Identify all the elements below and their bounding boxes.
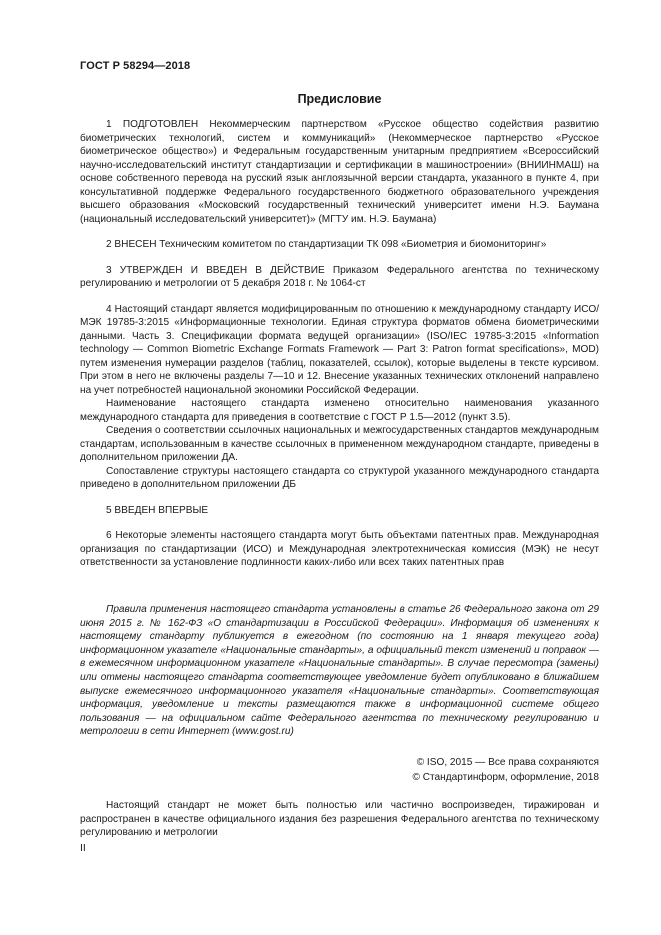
application-rules-notice <box>80 603 599 739</box>
reproduction-notice <box>80 799 599 840</box>
paragraph-references: Сведения о соответствии ссылочных национальных и межгосударственных стандартов международным стандартам, использованным в качестве ссылочных в примененном международном стандарте, приведены в дополнительном приложении ДА. <box>80 425 599 463</box>
foreword-body <box>80 118 599 570</box>
paragraph-name-change: Наименование настоящего стандарта изменено относительно наименования указанного международного стандарта для приведения в соответствие с ГОСТ Р 1.5—2012 (пункт 3.5). <box>80 398 599 423</box>
paragraph-first-introduced: 5 ВВЕДЕН ВПЕРВЫЕ <box>106 504 209 516</box>
paragraph-modified: 4 Настоящий стандарт является модифицированным по отношению к международному стандарту ИСО/МЭК 19785-3:2015 «Информационные технологии. Единая структура форматов обмена биометрическими данными. Часть 3. Спецификации формата ведущей организации» (ISO/IEC 19785-3:2015 «Information technology — Common Biometric Exchange Formats Framework — Part 3: Patron format specifications», MOD) путем изменения нумерации разделов (таблиц, показателей, ссылок), которые выделены в тексте курсивом. При этом в него не включены разделы 7—10 и 12. Внесение указанных технических отклонений направлено на учет потребностей национальной экономики Российской Федерации. <box>80 303 599 396</box>
paragraph-patents: 6 Некоторые элементы настоящего стандарта могут быть объектами патентных прав. Международная организация по стандартизации (ИСО) и Международная электротехническая комиссия (МЭК) не несут ответственности за установление подлинности каких-либо или всех таких патентных прав <box>80 530 599 568</box>
notice-text: Правила применения настоящего стандарта установлены в статье 26 Федерального закона от 29 июня 2015 г. № 162-ФЗ «О стандартизации в Российской Федерации». Информация об изменениях к настоящему стандарту публикуется в ежегодном (по состоянию на 1 января текущего года) информационном указателе «Национальные стандарты», а официальный текст изменений и поправок — в ежемесячном информационном указателе «Национальные стандарты». В случае пересмотра (замены) или отмены настоящего стандарта соответствующее уведомление будет опубликовано в ближайшем выпуске ежемесячного информационного указателя «Национальные стандарты». Соответствующая информация, уведомление и тексты размещаются также в информационной системе общего пользования — на официальном сайте Федерального агентства по техническому регулированию и метрологии в сети Интернет (www.gost.ru) <box>80 604 599 738</box>
paragraph-approved: 3 УТВЕРЖДЕН И ВВЕДЕН В ДЕЙСТВИЕ Приказом Федерального агентства по техническому регулированию и метрологии от 5 декабря 2018 г. № 1064-ст <box>80 264 599 289</box>
paragraph-prepared: 1 ПОДГОТОВЛЕН Некоммерческим партнерством «Русское общество содействия развитию биометрических технологий, систем и коммуникаций» (Некоммерческое партнерство «Русское биометрическое общество») и Федеральным государственным унитарным предприятием «Всероссийский научно-исследовательский институт стандартизации и сертификации в машиностроении» (ВНИИНМАШ) на основе собственного перевода на русский язык англоязычной версии стандарта, указанного в пункте 4, при консультативной поддержке Федерального государственного бюджетного образовательного учреждения высшего образования «Московский государственный технический университет имени Н.Э. Баумана (национальный исследовательский университет)» (МГТУ им. Н.Э. Баумана) <box>80 119 599 225</box>
copyright-iso: © ISO, 2015 — Все права сохраняются <box>416 757 599 768</box>
paragraph-submitted: 2 ВНЕСЕН Техническим комитетом по стандартизации ТК 098 «Биометрия и биомониторинг» <box>106 239 547 250</box>
copyright-block <box>80 755 599 785</box>
copyright-publisher: © Стандартинформ, оформление, 2018 <box>412 772 599 783</box>
reproduction-text: Настоящий стандарт не может быть полностью или частично воспроизведен, тиражирован и распространен в качестве официального издания без разрешения Федерального агентства по техническому регулированию и метрологии <box>80 800 599 839</box>
paragraph-structure: Сопоставление структуры настоящего стандарта со структурой указанного международного стандарта приведено в дополнительном приложении ДБ <box>80 465 599 490</box>
page-number: II <box>80 842 86 854</box>
standard-code: ГОСТ Р 58294—2018 <box>80 60 191 72</box>
page-title: Предисловие <box>297 92 382 106</box>
